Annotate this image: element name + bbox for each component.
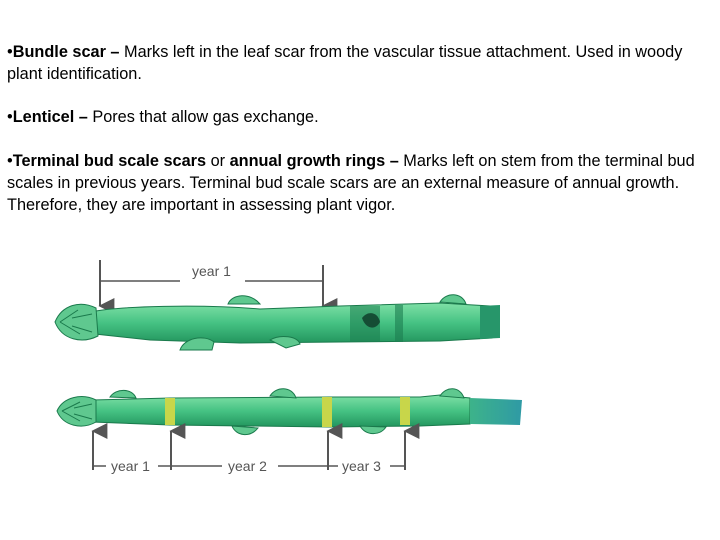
paragraph-terminal-bud-scale-scars <box>7 150 707 216</box>
paragraph-lenticel <box>7 106 707 128</box>
bottom-twig <box>57 389 522 435</box>
bullet: • <box>7 43 13 61</box>
top-twig <box>55 295 500 350</box>
dash: – <box>105 43 125 61</box>
dash: – <box>74 108 93 126</box>
term-annual-growth-rings: annual growth rings <box>229 152 386 170</box>
term-lenticel: Lenticel <box>12 108 75 126</box>
bullet: • <box>7 152 13 170</box>
bottom-year-label-1: year 1 <box>111 458 150 474</box>
paragraph-bundle-scar <box>7 41 707 85</box>
term-bundle-scar: Bundle scar <box>12 43 106 61</box>
definition-bundle-scar: Marks left in the leaf scar from the vascular tissue attachment. Used in woody plant identification. <box>7 43 683 83</box>
term-terminal-bud-scale-scars: Terminal bud scale scars <box>12 152 207 170</box>
bottom-year-label-2: year 2 <box>228 458 267 474</box>
dash: – <box>385 152 404 170</box>
top-measurement <box>100 260 323 306</box>
top-year-label: year 1 <box>192 263 231 279</box>
twig-diagram <box>0 250 720 540</box>
bottom-year-label-3: year 3 <box>342 458 381 474</box>
bottom-measurement <box>93 431 405 474</box>
definition-terminal-bud-scale-scars: Marks left on stem from the terminal bud scales in previous years. Terminal bud scale scars are an external measure of annual growth. Therefore, they are important in assessing plant vigor. <box>7 152 695 214</box>
connector-or: or <box>206 152 230 170</box>
bullet: • <box>7 108 13 126</box>
definition-lenticel: Pores that allow gas exchange. <box>92 108 319 126</box>
